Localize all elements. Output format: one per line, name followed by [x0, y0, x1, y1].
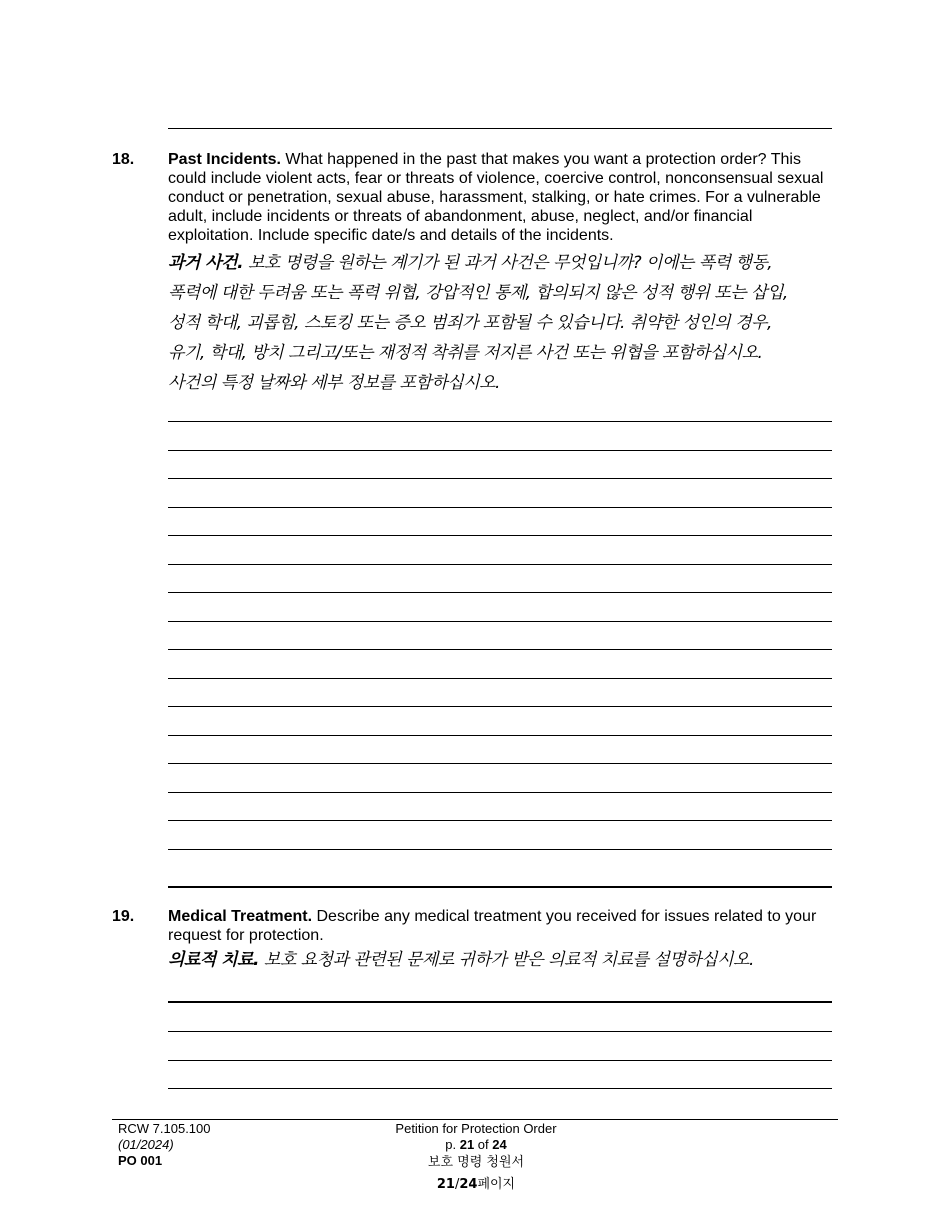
answer-line[interactable] — [168, 1088, 832, 1089]
question-18-korean-title: 과거 사건. — [168, 253, 244, 273]
footer-statute: RCW 7.105.100 — [118, 1121, 211, 1136]
answer-line[interactable] — [168, 592, 832, 593]
footer-page-number: p. 21 of 24 — [445, 1137, 507, 1152]
question-19-body: Describe any medical treatment you received for issues related to your request for protection. — [168, 908, 817, 944]
answer-line[interactable] — [168, 792, 832, 793]
footer-korean-title: 보호 명령 청원서 — [427, 1155, 525, 1170]
question-19-text — [168, 907, 836, 945]
answer-line[interactable] — [168, 763, 832, 764]
answer-line[interactable] — [168, 1031, 832, 1032]
footer-form-id: PO 001 — [118, 1153, 163, 1168]
answer-line[interactable] — [168, 128, 832, 129]
answer-line[interactable] — [168, 820, 832, 821]
question-18-title: Past Incidents. — [168, 151, 281, 168]
answer-line[interactable] — [168, 450, 832, 451]
answer-line[interactable] — [168, 649, 832, 650]
answer-line[interactable] — [168, 621, 832, 622]
answer-line[interactable] — [168, 421, 832, 422]
footer-form-title: Petition for Protection Order — [395, 1121, 557, 1136]
answer-line[interactable] — [168, 735, 832, 736]
question-18-text — [168, 150, 836, 245]
question-19-korean-title: 의료적 치료. — [168, 950, 259, 970]
answer-line[interactable] — [168, 1001, 832, 1003]
footer-divider — [112, 1119, 838, 1120]
question-19-title: Medical Treatment. — [168, 908, 313, 925]
korean-line: 유기, 학대, 방치 그리고/또는 재정적 착취를 저지른 사건 또는 위협을 포함하십시오. — [168, 343, 763, 363]
answer-line[interactable] — [168, 564, 832, 565]
footer-center — [350, 1121, 602, 1193]
footer-korean-page: 21/24페이지 — [436, 1177, 516, 1192]
answer-line[interactable] — [168, 535, 832, 536]
question-18-body: What happened in the past that makes you want a protection order? This could include violent acts, fear or threats of violence, coercive control, nonconsensual sexual conduct or penetration, sexual abuse, harassment, stalking, or hate crimes. For a vulnerable adult, include incidents or threats of abandonment, abuse, neglect, and/or financial exploitation. Include specific date/s and details of the incidents. — [168, 151, 824, 244]
answer-line[interactable] — [168, 706, 832, 707]
question-19-korean — [168, 945, 836, 975]
question-18-number: 18. — [112, 151, 135, 168]
question-19-korean-body: 보호 요청과 관련된 문제로 귀하가 받은 의료적 치료를 설명하십시오. — [259, 950, 754, 970]
question-18-korean — [168, 248, 836, 398]
korean-line: 폭력에 대한 두려움 또는 폭력 위협, 강압적인 통제, 합의되지 않은 성적 행위 또는 삽입, — [168, 283, 788, 303]
answer-line[interactable] — [168, 678, 832, 679]
footer-revision: (01/2024) — [118, 1137, 174, 1152]
korean-line: 사건의 특정 날짜와 세부 정보를 포함하십시오. — [168, 373, 500, 393]
answer-line[interactable] — [168, 478, 832, 479]
footer-left — [118, 1121, 211, 1169]
answer-line[interactable] — [168, 849, 832, 850]
answer-line[interactable] — [168, 886, 832, 888]
question-19-number: 19. — [112, 908, 135, 925]
answer-line[interactable] — [168, 1060, 832, 1061]
korean-line: 성적 학대, 괴롭힘, 스토킹 또는 증오 범죄가 포함될 수 있습니다. 취약한 성인의 경우, — [168, 313, 772, 333]
korean-line: 보호 명령을 원하는 계기가 된 과거 사건은 무엇입니까? 이에는 폭력 행동, — [243, 253, 773, 273]
answer-line[interactable] — [168, 507, 832, 508]
